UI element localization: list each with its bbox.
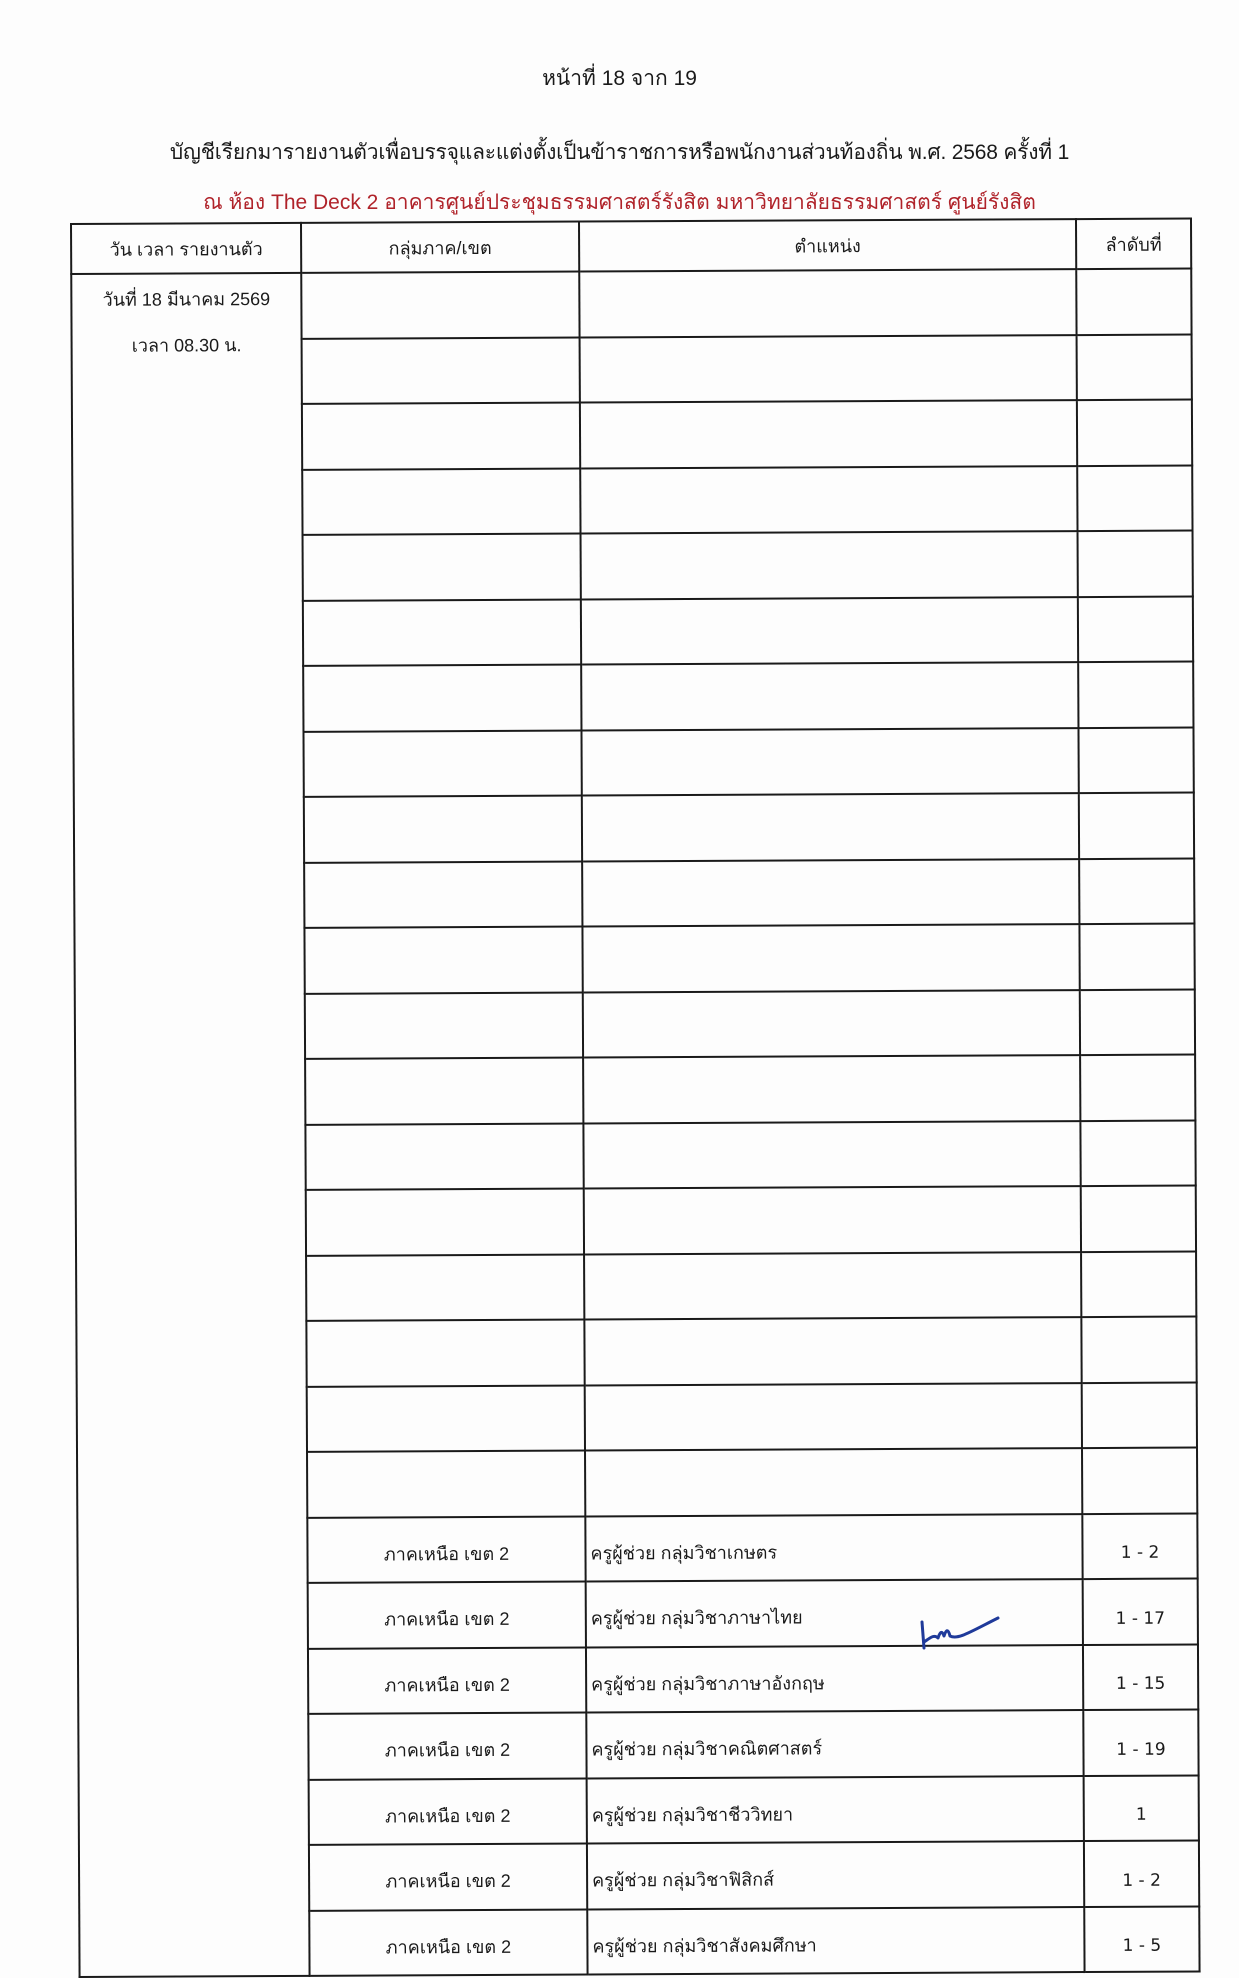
region-cell <box>302 468 580 535</box>
position-cell: ครูผู้ช่วย กลุ่มวิชาเกษตร <box>585 1514 1082 1582</box>
position-cell <box>585 1383 1082 1451</box>
position-cell: ครูผู้ช่วย กลุ่มวิชาชีววิทยา <box>587 1776 1084 1844</box>
order-cell <box>1079 793 1194 859</box>
region-cell <box>306 1319 584 1386</box>
position-cell <box>582 793 1079 861</box>
position-cell <box>581 728 1078 796</box>
order-cell: 1 <box>1084 1775 1199 1841</box>
region-cell <box>307 1385 585 1452</box>
order-cell <box>1078 531 1193 597</box>
order-cell <box>1080 1120 1195 1186</box>
position-cell <box>584 1252 1081 1320</box>
region-cell <box>304 861 582 928</box>
table-row <box>71 269 1191 340</box>
region-cell <box>303 599 581 666</box>
order-cell <box>1077 465 1192 531</box>
position-cell <box>579 269 1076 337</box>
position-cell <box>582 924 1079 992</box>
order-cell <box>1078 727 1193 793</box>
region-cell <box>305 992 583 1059</box>
position-cell: ครูผู้ช่วย กลุ่มวิชาคณิตศาสตร์ <box>586 1710 1083 1778</box>
order-cell: 1 - 5 <box>1084 1906 1199 1972</box>
order-cell <box>1078 596 1193 662</box>
handwritten-signature-icon <box>918 1612 1008 1652</box>
order-cell <box>1080 1055 1195 1121</box>
region-cell: ภาคเหนือ เขต 2 <box>308 1712 586 1779</box>
order-cell <box>1077 334 1192 400</box>
position-cell <box>581 531 1078 599</box>
region-cell <box>303 730 581 797</box>
region-cell <box>304 796 582 863</box>
header-order: ลำดับที่ <box>1076 219 1191 270</box>
region-cell <box>307 1450 585 1517</box>
order-cell <box>1077 400 1192 466</box>
report-date: วันที่ 18 มีนาคม 2569 <box>102 289 271 310</box>
table-header-row <box>71 219 1191 274</box>
region-cell <box>302 337 580 404</box>
report-datetime-cell <box>71 273 309 1977</box>
order-cell <box>1079 924 1194 990</box>
position-cell <box>584 1186 1081 1254</box>
header-position: ตำแหน่ง <box>579 219 1076 271</box>
position-cell: ครูผู้ช่วย กลุ่มวิชาภาษาอังกฤษ <box>586 1645 1083 1713</box>
order-cell <box>1080 989 1195 1055</box>
document-title: บัญชีเรียกมารายงานตัวเพื่อบรรจุและแต่งตั้งเป็นข้าราชการหรือพนักงานส่วนท้องถิ่น พ.ศ. 2568 ครั้งที่ 1 <box>169 141 1070 164</box>
report-schedule-table-container <box>70 218 1199 1978</box>
order-cell: 1 - 2 <box>1082 1513 1197 1579</box>
header-region: กลุ่มภาค/เขต <box>301 222 579 273</box>
position-cell <box>581 662 1078 730</box>
position-cell <box>580 335 1077 403</box>
position-cell <box>583 1121 1080 1189</box>
position-cell <box>585 1448 1082 1516</box>
region-cell: ภาคเหนือ เขต 2 <box>308 1581 586 1648</box>
order-cell: 1 - 15 <box>1083 1644 1198 1710</box>
position-cell <box>583 1055 1080 1123</box>
order-cell: 1 - 17 <box>1083 1579 1198 1645</box>
page-number: หน้าที่ 18 จาก 19 <box>542 67 697 90</box>
region-cell <box>305 1123 583 1190</box>
region-cell: ภาคเหนือ เขต 2 <box>308 1647 586 1714</box>
position-cell <box>580 466 1077 534</box>
position-cell <box>580 400 1077 468</box>
region-cell <box>303 534 581 601</box>
region-cell <box>306 1254 584 1321</box>
region-cell <box>306 1189 584 1256</box>
order-cell: 1 - 2 <box>1084 1841 1199 1907</box>
venue-subtitle: ณ ห้อง The Deck 2 อาคารศูนย์ประชุมธรรมศาสตร์รังสิต มหาวิทยาลัยธรรมศาสตร์ ศูนย์รังสิต <box>203 191 1036 214</box>
region-cell: ภาคเหนือ เขต 2 <box>309 1909 587 1976</box>
region-cell <box>302 403 580 470</box>
position-cell: ครูผู้ช่วย กลุ่มวิชาภาษาไทย <box>586 1579 1083 1647</box>
order-cell <box>1076 269 1191 335</box>
report-schedule-table <box>70 218 1201 1978</box>
order-cell <box>1081 1317 1196 1383</box>
order-cell <box>1078 662 1193 728</box>
position-cell: ครูผู้ช่วย กลุ่มวิชาสังคมศึกษา <box>587 1907 1084 1975</box>
position-cell <box>581 597 1078 665</box>
region-cell: ภาคเหนือ เขต 2 <box>309 1843 587 1910</box>
region-cell: ภาคเหนือ เขต 2 <box>307 1516 585 1583</box>
order-cell <box>1082 1382 1197 1448</box>
order-cell <box>1081 1251 1196 1317</box>
order-cell <box>1079 858 1194 924</box>
position-cell <box>583 990 1080 1058</box>
report-time: เวลา 08.30 น. <box>131 335 242 356</box>
order-cell <box>1082 1448 1197 1514</box>
order-cell <box>1081 1186 1196 1252</box>
order-cell: 1 - 19 <box>1083 1710 1198 1776</box>
header-datetime: วัน เวลา รายงานตัว <box>71 223 301 274</box>
region-cell <box>301 272 579 339</box>
position-cell: ครูผู้ช่วย กลุ่มวิชาฟิสิกส์ <box>587 1841 1084 1909</box>
region-cell: ภาคเหนือ เขต 2 <box>309 1778 587 1845</box>
region-cell <box>305 1058 583 1125</box>
position-cell <box>582 859 1079 927</box>
region-cell <box>304 927 582 994</box>
region-cell <box>303 665 581 732</box>
position-cell <box>584 1317 1081 1385</box>
